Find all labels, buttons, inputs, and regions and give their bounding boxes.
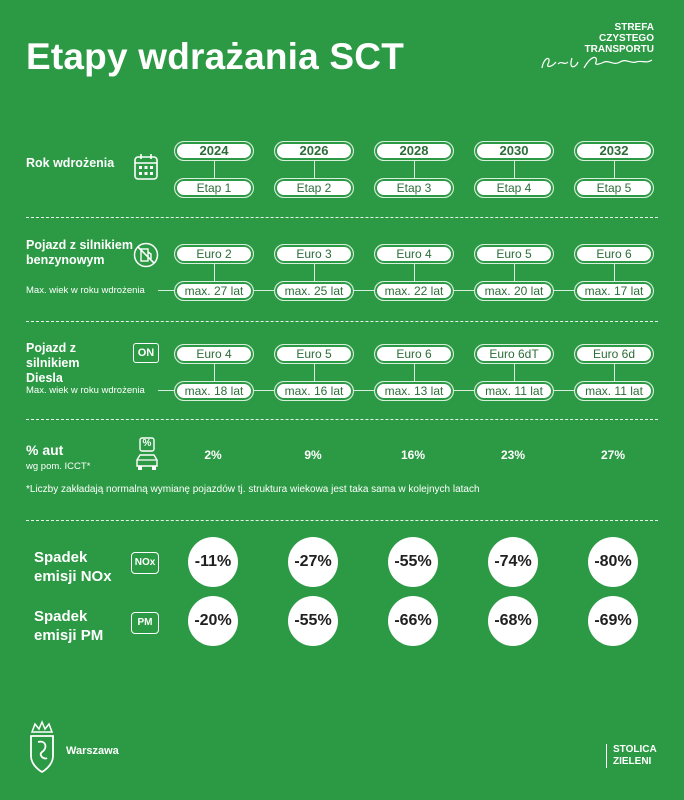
label-nox: Spadek emisji NOx [34,549,112,585]
pm-reduction-circle: -55% [288,596,338,646]
nox-reduction-circle: -11% [188,537,238,587]
stage-pill: Etap 4 [474,178,554,198]
brand-logo: STREFA CZYSTEGO TRANSPORTU [584,22,654,55]
petrol-norm-pill: Euro 3 [274,244,354,264]
nox-reduction-circle: -55% [388,537,438,587]
connector-line [414,160,415,180]
petrol-pump-crossed-icon [133,242,159,268]
row-label-petrol: Pojazd z silnikiem benzynowym [26,238,133,267]
connector-line [514,362,515,382]
pm-reduction-circle: -20% [188,596,238,646]
row-sublabel-petrol: Max. wiek w roku wdrożenia [26,285,145,296]
signature-image [538,52,656,74]
petrol-age-pill: max. 27 lat [174,281,254,301]
diesel-norm-pill: Euro 4 [174,344,254,364]
petrol-norm-pill: Euro 2 [174,244,254,264]
connector-line [614,262,615,282]
pm-reduction-circle: -68% [488,596,538,646]
row-label-year: Rok wdrożenia [26,156,115,170]
connector-line [214,262,215,282]
diesel-norm-pill: Euro 6 [374,344,454,364]
label-pm: Spadek emisji PM [34,608,104,644]
connector-line [314,160,315,180]
petrol-norm-pill: Euro 6 [574,244,654,264]
row-sublabel-share: wg pom. ICCT* [26,461,91,472]
stolica-zieleni-logo: STOLICA ZIELENI [606,744,657,768]
petrol-age-pill: max. 25 lat [274,281,354,301]
diesel-age-pill: max. 11 lat [574,381,654,401]
connector-line [314,362,315,382]
divider [26,321,658,322]
share-value: 9% [304,448,322,462]
diesel-on-badge: ON [133,343,159,363]
calendar-icon [133,153,159,181]
stage-pill: Etap 1 [174,178,254,198]
nox-reduction-circle: -27% [288,537,338,587]
percent-sign: % [142,438,152,449]
year-pill: 2028 [374,141,454,161]
diesel-age-pill: max. 13 lat [374,381,454,401]
nox-reduction-circle: -74% [488,537,538,587]
footnote: *Liczby zakładają normalną wymianę pojazdów tj. struktura wiekowa jest taka sama w kolejnych latach [26,484,480,495]
pm-reduction-circle: -66% [388,596,438,646]
connector-line [214,160,215,180]
petrol-norm-pill: Euro 4 [374,244,454,264]
petrol-norm-pill: Euro 5 [474,244,554,264]
pm-badge: PM [131,612,159,634]
connector-line [614,160,615,180]
page-title: Etapy wdrażania SCT [26,36,405,77]
pm-reduction-circle: -69% [588,596,638,646]
connector-line [214,362,215,382]
connector-line [614,362,615,382]
year-pill: 2024 [174,141,254,161]
stage-pill: Etap 3 [374,178,454,198]
share-value: 23% [500,448,526,462]
petrol-age-pill: max. 22 lat [374,281,454,301]
row-label-share: % aut [26,442,64,458]
nox-badge: NOx [131,552,159,574]
petrol-age-pill: max. 20 lat [474,281,554,301]
connector-line [314,262,315,282]
share-value: 27% [600,448,626,462]
connector-line [414,362,415,382]
year-pill: 2030 [474,141,554,161]
stage-pill: Etap 2 [274,178,354,198]
diesel-norm-pill: Euro 6dT [474,344,554,364]
share-value: 16% [400,448,426,462]
connector-line [414,262,415,282]
year-pill: 2026 [274,141,354,161]
city-name: Warszawa [66,745,119,757]
warsaw-crest-icon [26,718,58,774]
divider [26,419,658,420]
row-label-diesel: Pojazd z silnikiem Diesla [26,341,80,385]
nox-reduction-circle: -80% [588,537,638,587]
connector-line [514,160,515,180]
divider [26,520,658,521]
diesel-age-pill: max. 11 lat [474,381,554,401]
stage-pill: Etap 5 [574,178,654,198]
row-sublabel-diesel: Max. wiek w roku wdrożenia [26,385,145,396]
petrol-age-pill: max. 17 lat [574,281,654,301]
year-pill: 2032 [574,141,654,161]
share-value: 2% [204,448,222,462]
diesel-norm-pill: Euro 5 [274,344,354,364]
diesel-age-pill: max. 16 lat [274,381,354,401]
diesel-norm-pill: Euro 6d [574,344,654,364]
divider [26,217,658,218]
diesel-age-pill: max. 18 lat [174,381,254,401]
connector-line [514,262,515,282]
